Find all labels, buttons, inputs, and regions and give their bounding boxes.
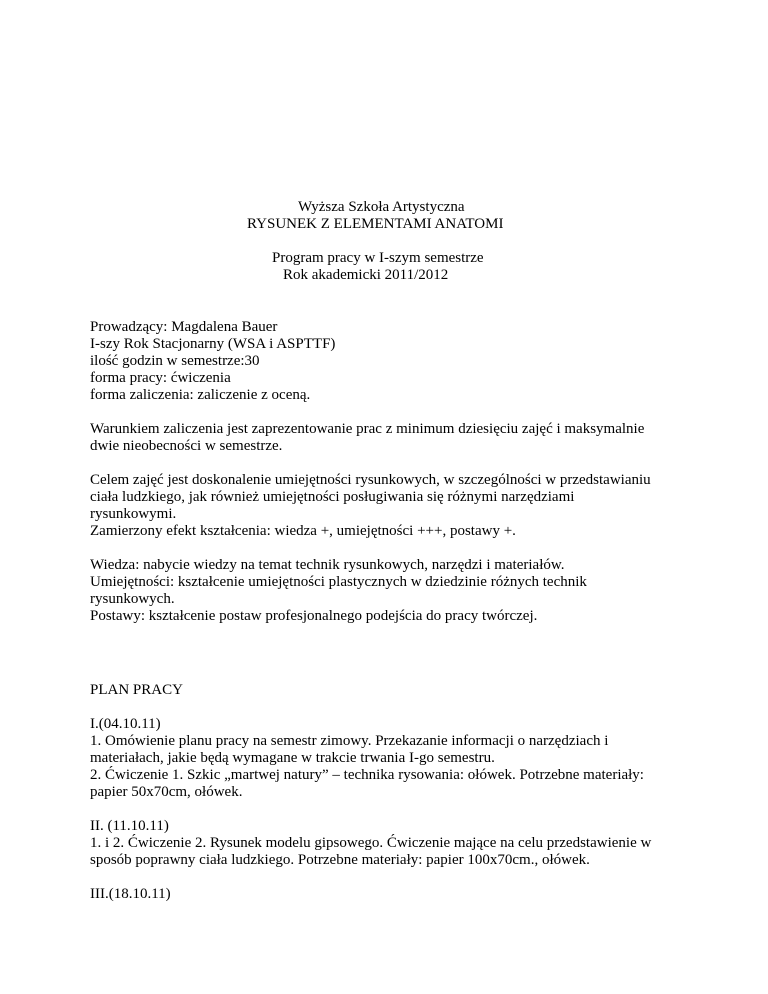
goals-line: Celem zajęć jest doskonalenie umiejętności rysunkowych, w szczególności w przedstawianiu bbox=[90, 472, 651, 488]
plan-heading: PLAN PRACY bbox=[90, 682, 183, 698]
outcomes-line: Wiedza: nabycie wiedzy na temat technik rysunkowych, narzędzi i materiałów. bbox=[90, 557, 565, 573]
outcomes-line: Postawy: kształcenie postaw profesjonalnego podejścia do pracy twórczej. bbox=[90, 608, 538, 624]
goals-line: Zamierzony efekt kształcenia: wiedza +, umiejętności +++, postawy +. bbox=[90, 523, 516, 539]
outcomes-line: rysunkowych. bbox=[90, 591, 175, 607]
academic-year: Rok akademicki 2011/2012 bbox=[283, 267, 449, 283]
conditions-line: dwie nieobecności w semestrze. bbox=[90, 438, 283, 454]
session-line: 1. i 2. Ćwiczenie 2. Rysunek modelu gipsowego. Ćwiczenie mające na celu przedstawienie w bbox=[90, 835, 652, 851]
session-line: papier 50x70cm, ołówek. bbox=[90, 784, 243, 800]
session-line: 1. Omówienie planu pracy na semestr zimowy. Przekazanie informacji o narzędziach i bbox=[90, 733, 609, 749]
outcomes-line: Umiejętności: kształcenie umiejętności plastycznych w dziedzinie różnych technik bbox=[90, 574, 587, 590]
goals-line: rysunkowymi. bbox=[90, 506, 177, 522]
session-line: 2. Ćwiczenie 1. Szkic „martwej natury” – technika rysowania: ołówek. Potrzebne materiały: bbox=[90, 767, 644, 783]
conditions-line: Warunkiem zaliczenia jest zaprezentowanie prac z minimum dziesięciu zajęć i maksymalnie bbox=[90, 421, 645, 437]
session-line: sposób poprawny ciała ludzkiego. Potrzebne materiały: papier 100x70cm., ołówek. bbox=[90, 852, 590, 868]
session-date: II. (11.10.11) bbox=[90, 818, 169, 834]
hours: ilość godzin w semestrze:30 bbox=[90, 353, 260, 369]
session-date: I.(04.10.11) bbox=[90, 716, 161, 732]
course-title: RYSUNEK Z ELEMENTAMI ANATOMI bbox=[247, 216, 504, 232]
credit-form: forma zaliczenia: zaliczenie z oceną. bbox=[90, 387, 311, 403]
school-name: Wyższa Szkoła Artystyczna bbox=[298, 199, 465, 215]
program-title: Program pracy w I-szym semestrze bbox=[272, 250, 484, 266]
session-date: III.(18.10.11) bbox=[90, 886, 171, 902]
instructor: Prowadzący: Magdalena Bauer bbox=[90, 319, 278, 335]
work-form: forma pracy: ćwiczenia bbox=[90, 370, 231, 386]
goals-line: ciała ludzkiego, jak również umiejętności posługiwania się różnymi narzędziami bbox=[90, 489, 575, 505]
study-year: I-szy Rok Stacjonarny (WSA i ASPTTF) bbox=[90, 336, 336, 352]
session-line: materiałach, jakie będą wymagane w trakcie trwania I-go semestru. bbox=[90, 750, 495, 766]
